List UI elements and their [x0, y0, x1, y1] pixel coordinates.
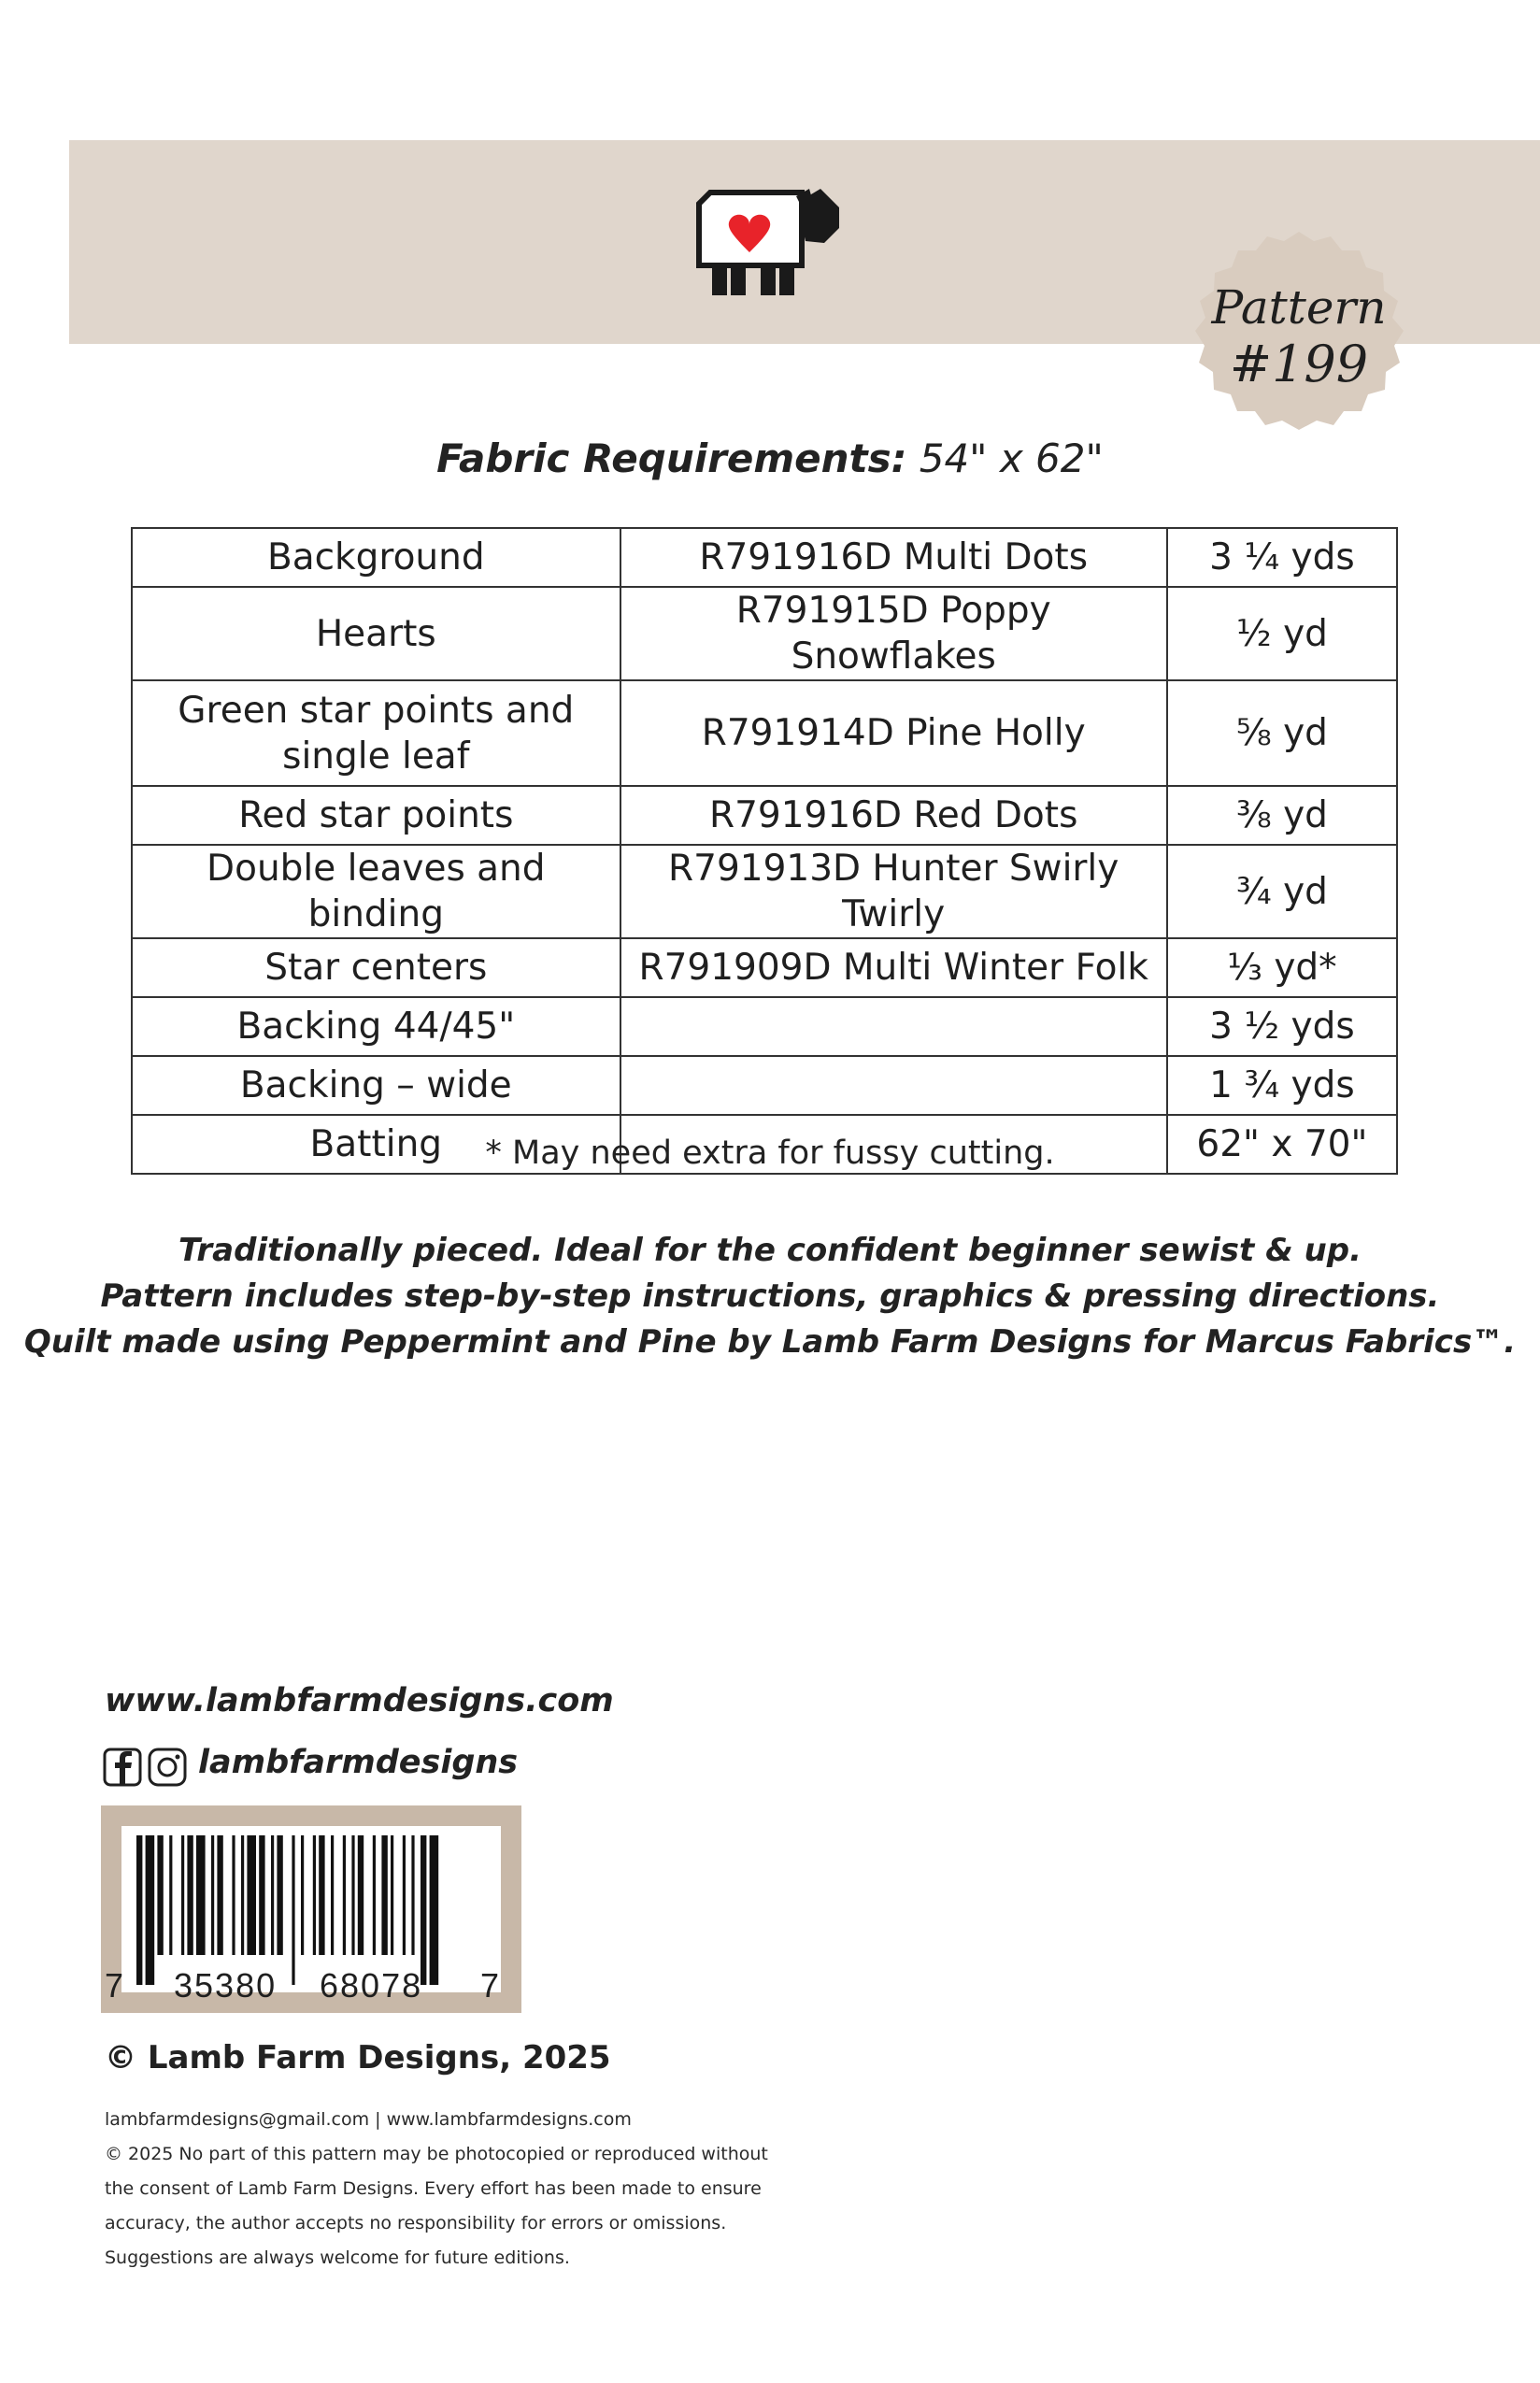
barcode-bar [319, 1835, 324, 1955]
fabric-row [132, 587, 1397, 680]
fabric-row [132, 845, 1397, 938]
barcode-bar [358, 1835, 364, 1955]
fabric-name-cell: R791914D Pine Holly [620, 680, 1167, 786]
barcode-bar [430, 1835, 439, 1985]
website-link[interactable]: www.lambfarmdesigns.com [105, 1682, 614, 1719]
fabric-name-cell: R791915D Poppy Snowflakes [620, 587, 1167, 680]
barcode-digits-right: 68078 [320, 1966, 423, 2005]
badge-pattern-label: Pattern [1211, 280, 1387, 335]
sheep-heart-icon [693, 187, 843, 297]
fabric-use-cell: Hearts [132, 587, 620, 680]
barcode-bar [181, 1835, 184, 1955]
fine-print-line: accuracy, the author accepts no responsibility for errors or omissions. [105, 2213, 727, 2233]
barcode-bar [351, 1835, 354, 1955]
barcode-bar [277, 1835, 282, 1955]
barcode-bar [331, 1835, 334, 1955]
barcode-digits-left: 35380 [174, 1966, 278, 2005]
barcode-bar [259, 1835, 264, 1955]
description-line: Traditionally pieced. Ideal for the confident beginner sewist & up. [178, 1232, 1362, 1269]
barcode-digit-last: 7 [480, 1966, 500, 2005]
barcode-bar [373, 1835, 376, 1955]
fabric-name-cell: R791909D Multi Winter Folk [620, 938, 1167, 997]
barcode-bar [211, 1835, 214, 1955]
barcode-bar [232, 1835, 235, 1955]
fabric-name-cell [620, 997, 1167, 1056]
fabric-use-cell: Double leaves and binding [132, 845, 620, 938]
fabric-name-cell: R791913D Hunter Swirly Twirly [620, 845, 1167, 938]
description-line: Pattern includes step-by-step instructions, graphics & pressing directions. [100, 1277, 1440, 1315]
barcode-bar [187, 1835, 192, 1955]
fabric-name-cell [620, 1056, 1167, 1115]
fabric-amount-cell: 3 ½ yds [1167, 997, 1397, 1056]
barcode-bar [196, 1835, 206, 1955]
fabric-use-cell: Star centers [132, 938, 620, 997]
instagram-icon[interactable] [150, 1749, 185, 1785]
pattern-description [0, 1228, 1540, 1365]
fabric-amount-cell: ½ yd [1167, 587, 1397, 680]
fine-print-line: Suggestions are always welcome for future editions. [105, 2247, 570, 2268]
barcode-bar [146, 1835, 155, 1985]
quilt-size: 54" x 62" [906, 435, 1104, 481]
fabric-row [132, 997, 1397, 1056]
fabric-amount-cell: ⅝ yd [1167, 680, 1397, 786]
fabric-use-cell: Backing – wide [132, 1056, 620, 1115]
fabric-use-cell: Green star points and single leaf [132, 680, 620, 786]
barcode [101, 1805, 521, 2013]
fabric-use-cell: Batting [132, 1115, 620, 1174]
barcode-bar [301, 1835, 304, 1955]
social-handle[interactable]: lambfarmdesigns [198, 1744, 519, 1781]
fabric-row [132, 786, 1397, 845]
fabric-requirements-label: Fabric Requirements: [436, 435, 907, 481]
fabric-amount-cell: ¾ yd [1167, 845, 1397, 938]
fabric-use-cell: Background [132, 528, 620, 587]
fabric-amount-cell: ⅜ yd [1167, 786, 1397, 845]
barcode-bar [391, 1835, 393, 1955]
description-line: Quilt made using Peppermint and Pine by Lamb Farm Designs for Marcus Fabrics™. [23, 1323, 1517, 1361]
fabric-amount-cell: 3 ¼ yds [1167, 528, 1397, 587]
fabric-row [132, 528, 1397, 587]
fabric-requirements-heading [0, 435, 1540, 481]
barcode-bar [271, 1835, 274, 1955]
fine-print-line: © 2025 No part of this pattern may be photocopied or reproduced without [105, 2144, 768, 2164]
barcode-bar [292, 1835, 294, 1985]
fabric-name-cell: R791916D Multi Dots [620, 528, 1167, 587]
fabric-amount-cell: 62" x 70" [1167, 1115, 1397, 1174]
fine-print [105, 2103, 815, 2276]
facebook-icon[interactable] [105, 1749, 140, 1785]
fabric-use-cell: Backing 44/45" [132, 997, 620, 1056]
badge-pattern-number: #199 [1229, 335, 1369, 393]
fine-print-line: lambfarmdesigns@gmail.com | www.lambfarmdesigns.com [105, 2109, 632, 2130]
barcode-digit-first: 7 [105, 1966, 124, 2005]
fabric-row [132, 680, 1397, 786]
barcode-bar [157, 1835, 163, 1955]
fabric-row [132, 938, 1397, 997]
barcode-bar [381, 1835, 387, 1955]
barcode-bar [421, 1835, 426, 1985]
fabric-use-cell: Red star points [132, 786, 620, 845]
barcode-bar [411, 1835, 414, 1955]
barcode-bar [247, 1835, 256, 1955]
copyright: © Lamb Farm Designs, 2025 [105, 2039, 611, 2076]
fabric-amount-cell: 1 ¾ yds [1167, 1056, 1397, 1115]
barcode-bar [403, 1835, 406, 1955]
barcode-bar [136, 1835, 142, 1985]
fabric-name-cell: R791916D Red Dots [620, 786, 1167, 845]
barcode-bar [169, 1835, 172, 1955]
fabric-requirements-table [131, 527, 1398, 1175]
barcode-bar [343, 1835, 346, 1955]
fabric-footnote: * May need extra for fussy cutting. [485, 1134, 1055, 1172]
fabric-amount-cell: ⅓ yd* [1167, 938, 1397, 997]
social-icons [103, 1748, 189, 1787]
barcode-bar [241, 1835, 244, 1955]
fine-print-line: the consent of Lamb Farm Designs. Every effort has been made to ensure [105, 2178, 762, 2199]
barcode-bar [217, 1835, 222, 1955]
fabric-row [132, 1056, 1397, 1115]
barcode-bar [313, 1835, 316, 1955]
